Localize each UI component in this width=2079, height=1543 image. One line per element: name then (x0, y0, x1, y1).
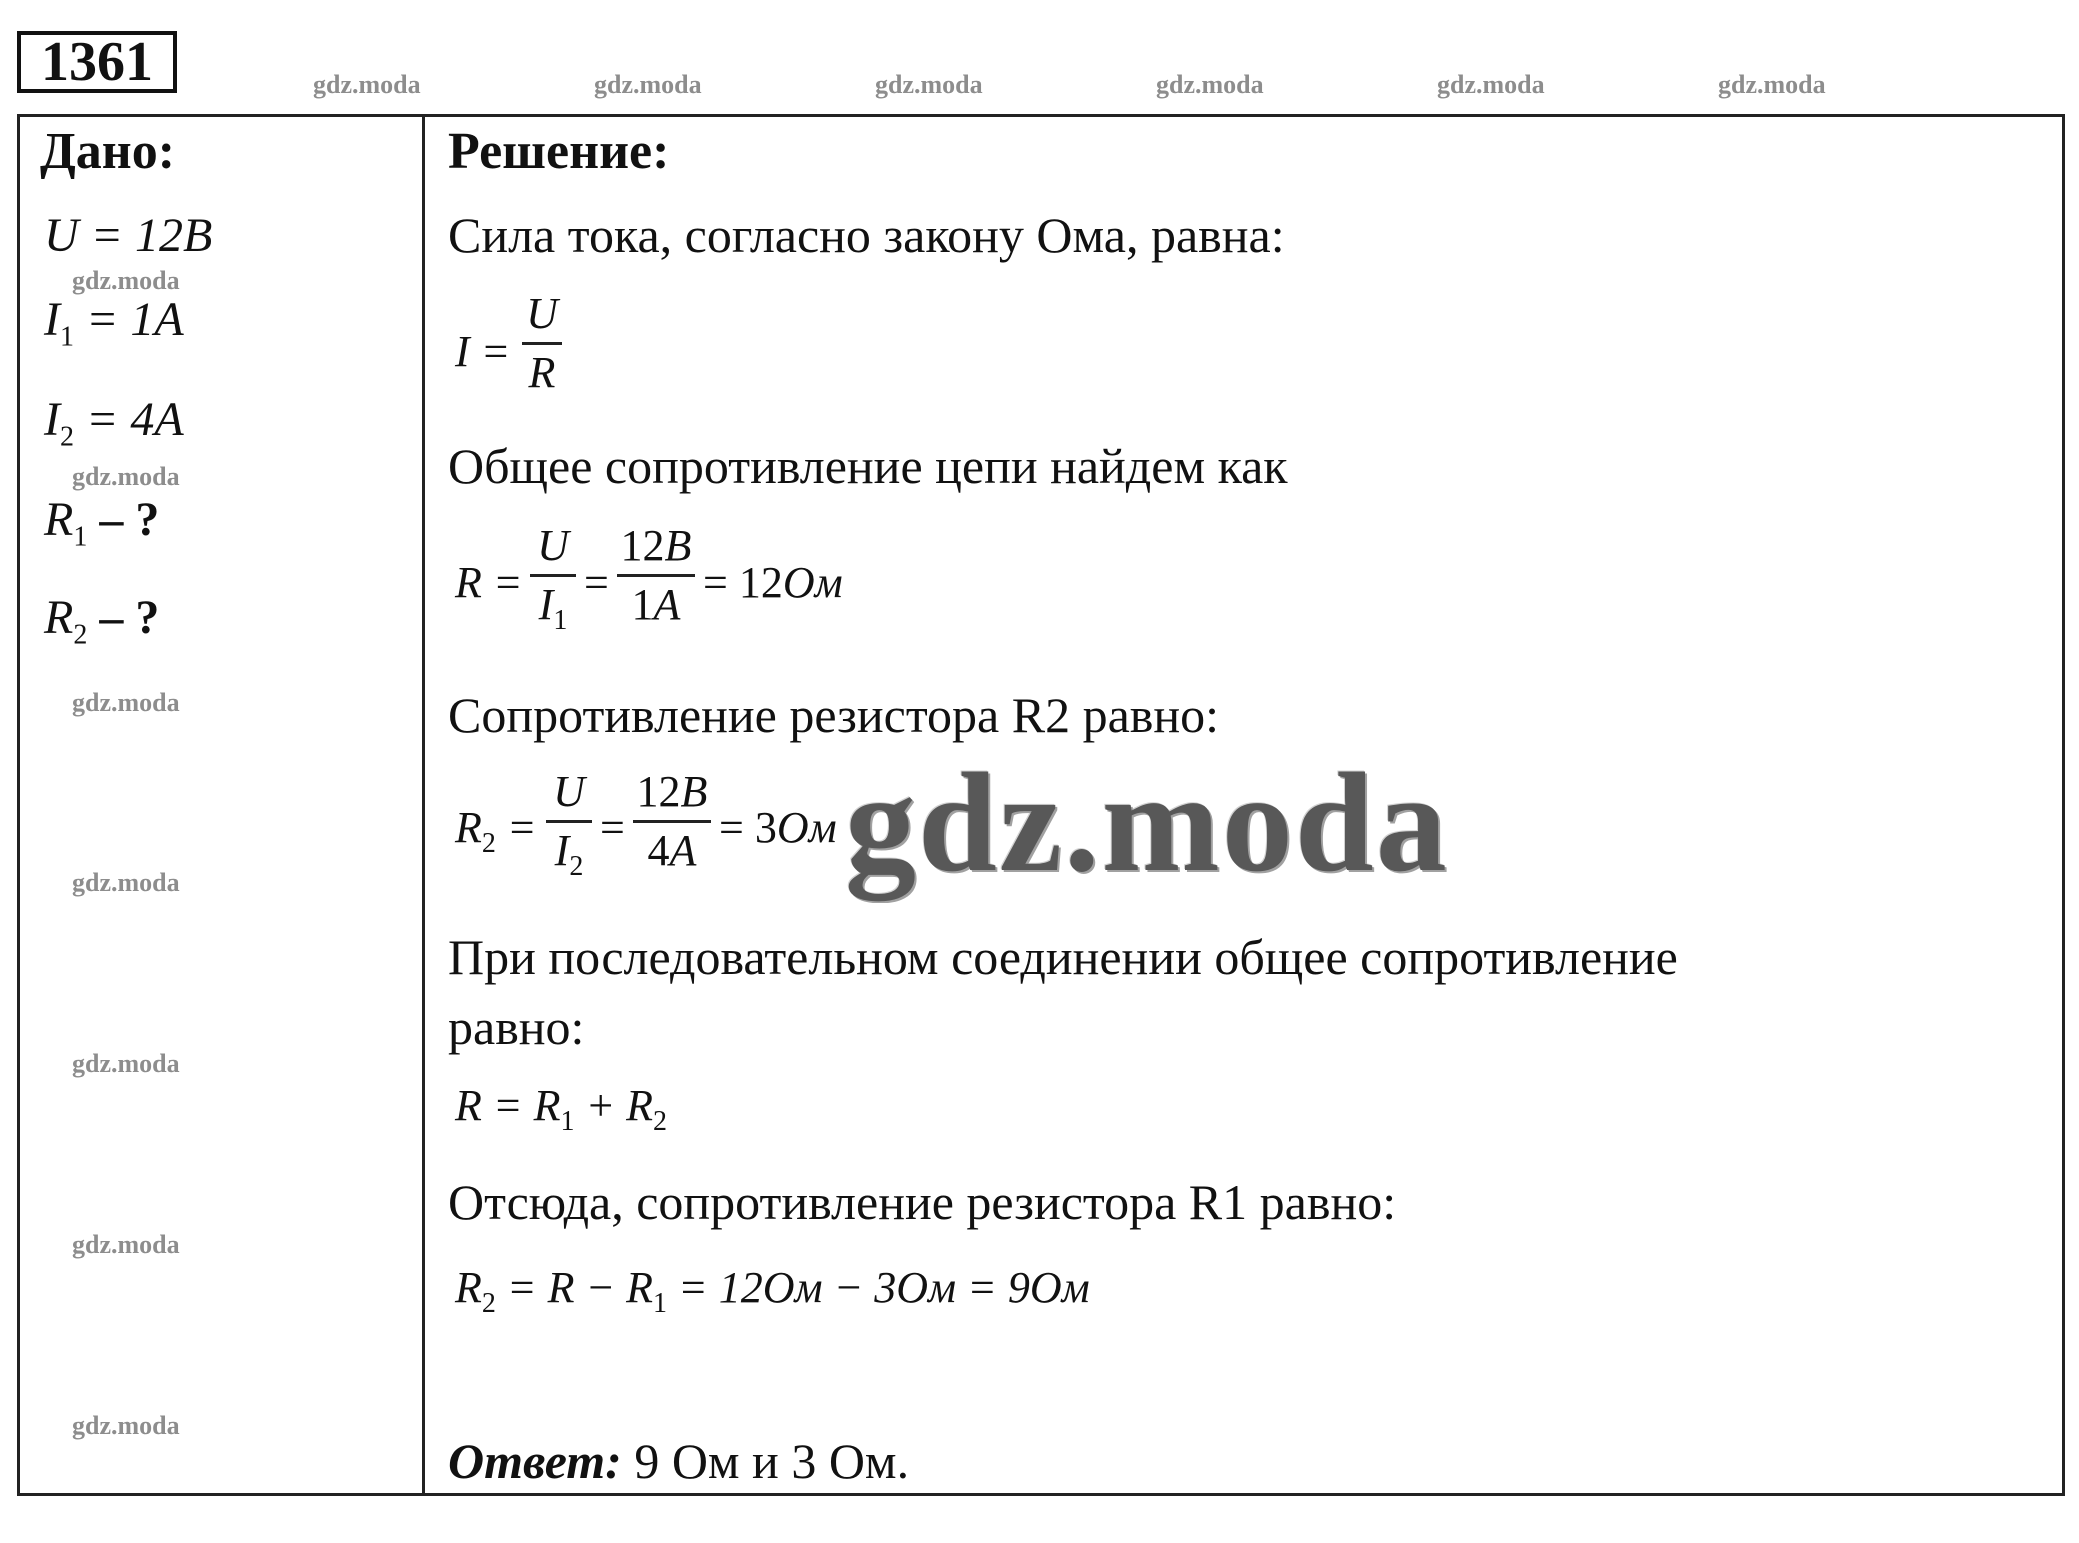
watermark: gdz.moda (1718, 70, 1826, 99)
watermark-large: gdz.moda (845, 743, 1449, 901)
watermark: gdz.moda (875, 70, 983, 99)
text-series-line1: При последовательном соединении общее сопротивление (448, 929, 1678, 985)
given-header: Дано: (40, 123, 176, 180)
watermark: gdz.moda (72, 688, 180, 717)
formula-r1: $R_2 = R - R_1 = 12Ом - 3Ом = 9Ом$ (455, 1263, 1090, 1319)
formula-series: $R = R_1 + R_2$ (455, 1081, 668, 1137)
watermark: gdz.moda (72, 1049, 180, 1078)
text-series-line2: равно: (448, 999, 585, 1055)
answer-value: 9 Ом и 3 Ом. (634, 1433, 910, 1489)
watermark: gdz.moda (72, 868, 180, 897)
watermark: gdz.moda (72, 1411, 180, 1440)
given-current-1: $I_1 = 1A$ (44, 293, 184, 353)
text-r2: Сопротивление резистора R2 равно: (448, 687, 1220, 743)
text-ohm-law: Сила тока, согласно закону Ома, равна: (448, 207, 1285, 263)
text-total-resistance: Общее сопротивление цепи найдем как (448, 438, 1288, 494)
find-r2: $R_2$ – ? (44, 591, 160, 651)
watermark: gdz.moda (1156, 70, 1264, 99)
solution-header: Решение: (448, 123, 670, 180)
given-voltage: U = 12B (44, 209, 213, 262)
problem-number: 1361 (17, 31, 177, 93)
column-divider (422, 114, 425, 1496)
answer-label: Ответ: (448, 1433, 622, 1489)
given-current-2: $I_2 = 4A$ (44, 393, 184, 453)
watermark: gdz.moda (72, 462, 180, 491)
watermark: gdz.moda (72, 266, 180, 295)
watermark: gdz.moda (72, 1230, 180, 1259)
find-r1: $R_1$ – ? (44, 493, 160, 553)
watermark: gdz.moda (313, 70, 421, 99)
watermark: gdz.moda (1437, 70, 1545, 99)
answer (448, 1432, 909, 1490)
watermark: gdz.moda (594, 70, 702, 99)
text-r1: Отсюда, сопротивление резистора R1 равно: (448, 1174, 1397, 1230)
